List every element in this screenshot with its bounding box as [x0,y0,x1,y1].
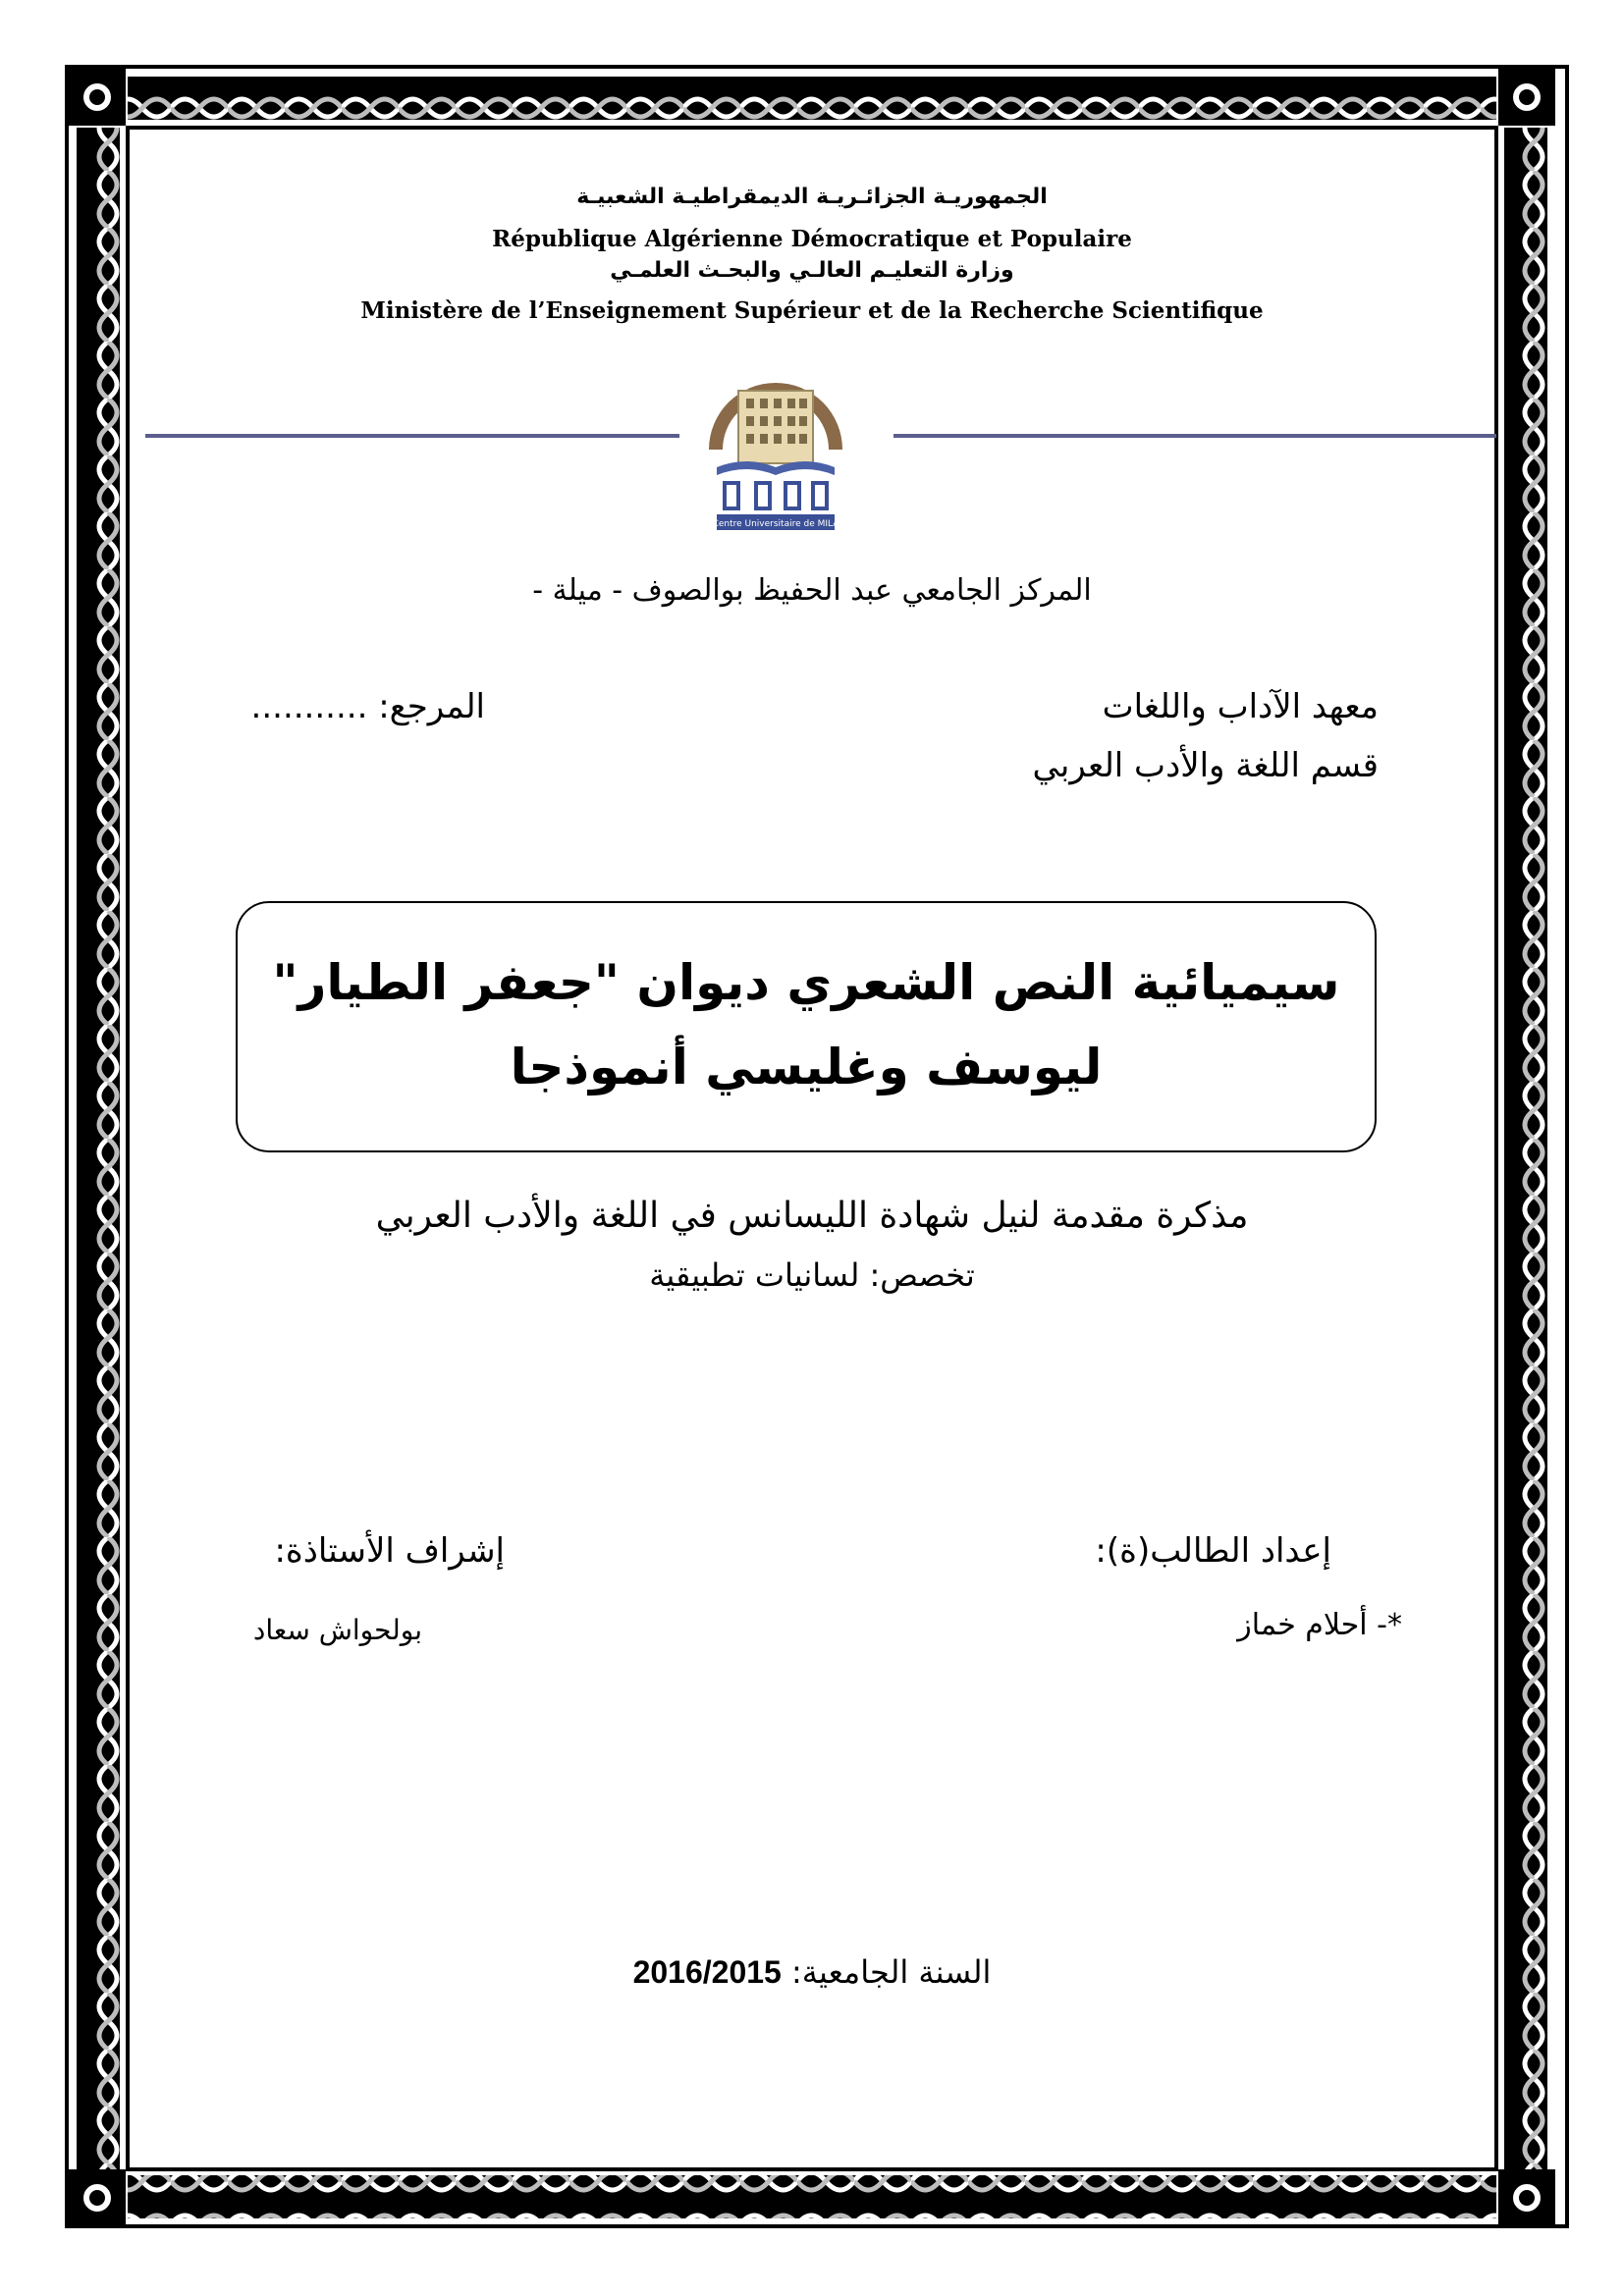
right-rule [893,434,1496,438]
institute-name: معهد الآداب واللغات [1102,687,1379,726]
memo-description: مذكرة مقدمة لنيل شهادة الليسانس في اللغة والأدب العربي [375,1196,1249,1236]
prepared-by-label: إعداد الطالب(ة): [1095,1531,1331,1571]
logo-caption: Centre Universitaire de MILA [712,519,839,529]
thesis-title-line-1: سيميائية النص الشعري ديوان "جعفر الطيار" [272,954,1340,1011]
ministry-french: Ministère de l’Enseignement Supérieur et de la Recherche Scientifique [360,297,1264,324]
academic-year [0,1953,1624,1991]
reference-field: المرجع: ........... [250,687,485,726]
supervisor-label: إشراف الأستاذة: [274,1531,505,1571]
thesis-title-line-2: ليوسف وغليسي أنموذجا [510,1039,1103,1095]
republic-arabic: الجمهوريـة الجزائـريـة الديمقراطيـة الشعبيـة [576,185,1048,209]
university-center-name: المركز الجامعي عبد الحفيظ بوالصوف - ميلة - [532,573,1092,608]
academic-year-value: 2016/2015 [632,1954,782,1990]
title-box [236,901,1377,1152]
supervisor-name: بولحواش سعاد [252,1614,422,1646]
university-logo [695,355,856,536]
specialty: تخصص: لسانيات تطبيقية [649,1256,975,1294]
republic-french: République Algérienne Démocratique et Populaire [492,226,1132,252]
department-name: قسم اللغة والأدب العربي [1032,746,1379,785]
left-rule [145,434,679,438]
ministry-arabic: وزارة التعليـم العالـي والبحـث العلمـي [610,258,1014,283]
academic-year-label: السنة الجامعية: [791,1953,992,1991]
student-name: *- أحلام خماز [1237,1608,1402,1642]
